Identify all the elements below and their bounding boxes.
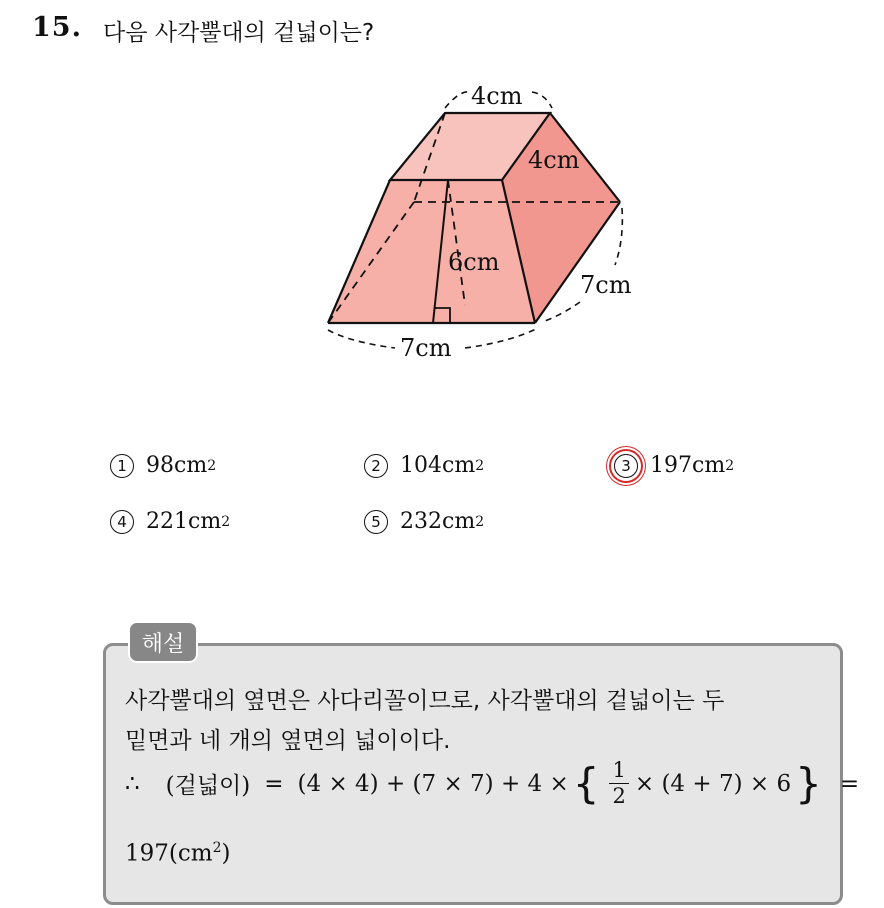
choice-mark-circled: 3 xyxy=(614,454,638,478)
brace-open: { xyxy=(572,758,600,808)
choice-text: 221cm xyxy=(146,509,222,534)
choice-text: 197cm xyxy=(650,453,726,478)
fraction-denominator: 2 xyxy=(612,784,626,808)
equation-inner: × (4 + 7) × 6 xyxy=(634,770,792,797)
choice-mark: 2 xyxy=(364,454,388,478)
choice-sup: 2 xyxy=(725,457,735,474)
question-number: 15. xyxy=(32,12,82,43)
equals-sign-2: = xyxy=(839,770,860,797)
result-sup: 2 xyxy=(212,840,222,856)
choice-sup: 2 xyxy=(207,457,217,474)
label-height: 6cm xyxy=(448,248,500,276)
frustum-figure xyxy=(310,80,650,370)
choice-1[interactable] xyxy=(110,453,216,478)
choice-text: 104cm xyxy=(400,453,476,478)
choice-mark: 5 xyxy=(364,510,388,534)
choice-text: 98cm xyxy=(146,453,208,478)
equation-lhs: (겉넓이) xyxy=(165,773,251,799)
result-value: 197(cm xyxy=(125,840,213,867)
equals-sign: = xyxy=(264,770,284,797)
solution-line-2: 밑면과 네 개의 옆면의 넓이이다. xyxy=(125,728,451,754)
choice-sup: 2 xyxy=(475,513,485,530)
fraction xyxy=(609,760,628,807)
choice-4[interactable] xyxy=(110,509,230,534)
label-top-side: 4cm xyxy=(528,146,580,174)
choice-text: 232cm xyxy=(400,509,476,534)
solution-line-1: 사각뿔대의 옆면은 사다리꼴이므로, 사각뿔대의 겉넓이는 두 xyxy=(125,688,725,714)
solution-result xyxy=(125,840,230,867)
choice-3[interactable] xyxy=(614,453,734,478)
choice-sup: 2 xyxy=(221,513,231,530)
result-close: ) xyxy=(221,840,231,867)
question-text: 다음 사각뿔대의 겉넓이는? xyxy=(103,20,375,46)
choice-5[interactable] xyxy=(364,509,484,534)
equation-expr: (4 × 4) + (7 × 7) + 4 × xyxy=(297,770,569,797)
solution-tag: 해설 xyxy=(128,621,198,663)
choice-mark: 4 xyxy=(110,510,134,534)
therefore-symbol: ∴ xyxy=(125,770,140,797)
choice-mark: 1 xyxy=(110,454,134,478)
choice-sup: 2 xyxy=(475,457,485,474)
brace-close: } xyxy=(795,758,822,808)
solution-equation xyxy=(125,760,859,807)
label-bottom-edge: 7cm xyxy=(400,334,452,362)
choice-2[interactable] xyxy=(364,453,484,478)
frustum-diagram xyxy=(310,80,650,370)
fraction-numerator: 1 xyxy=(609,760,628,784)
label-bottom-side: 7cm xyxy=(580,271,632,299)
label-top-edge: 4cm xyxy=(471,82,523,110)
